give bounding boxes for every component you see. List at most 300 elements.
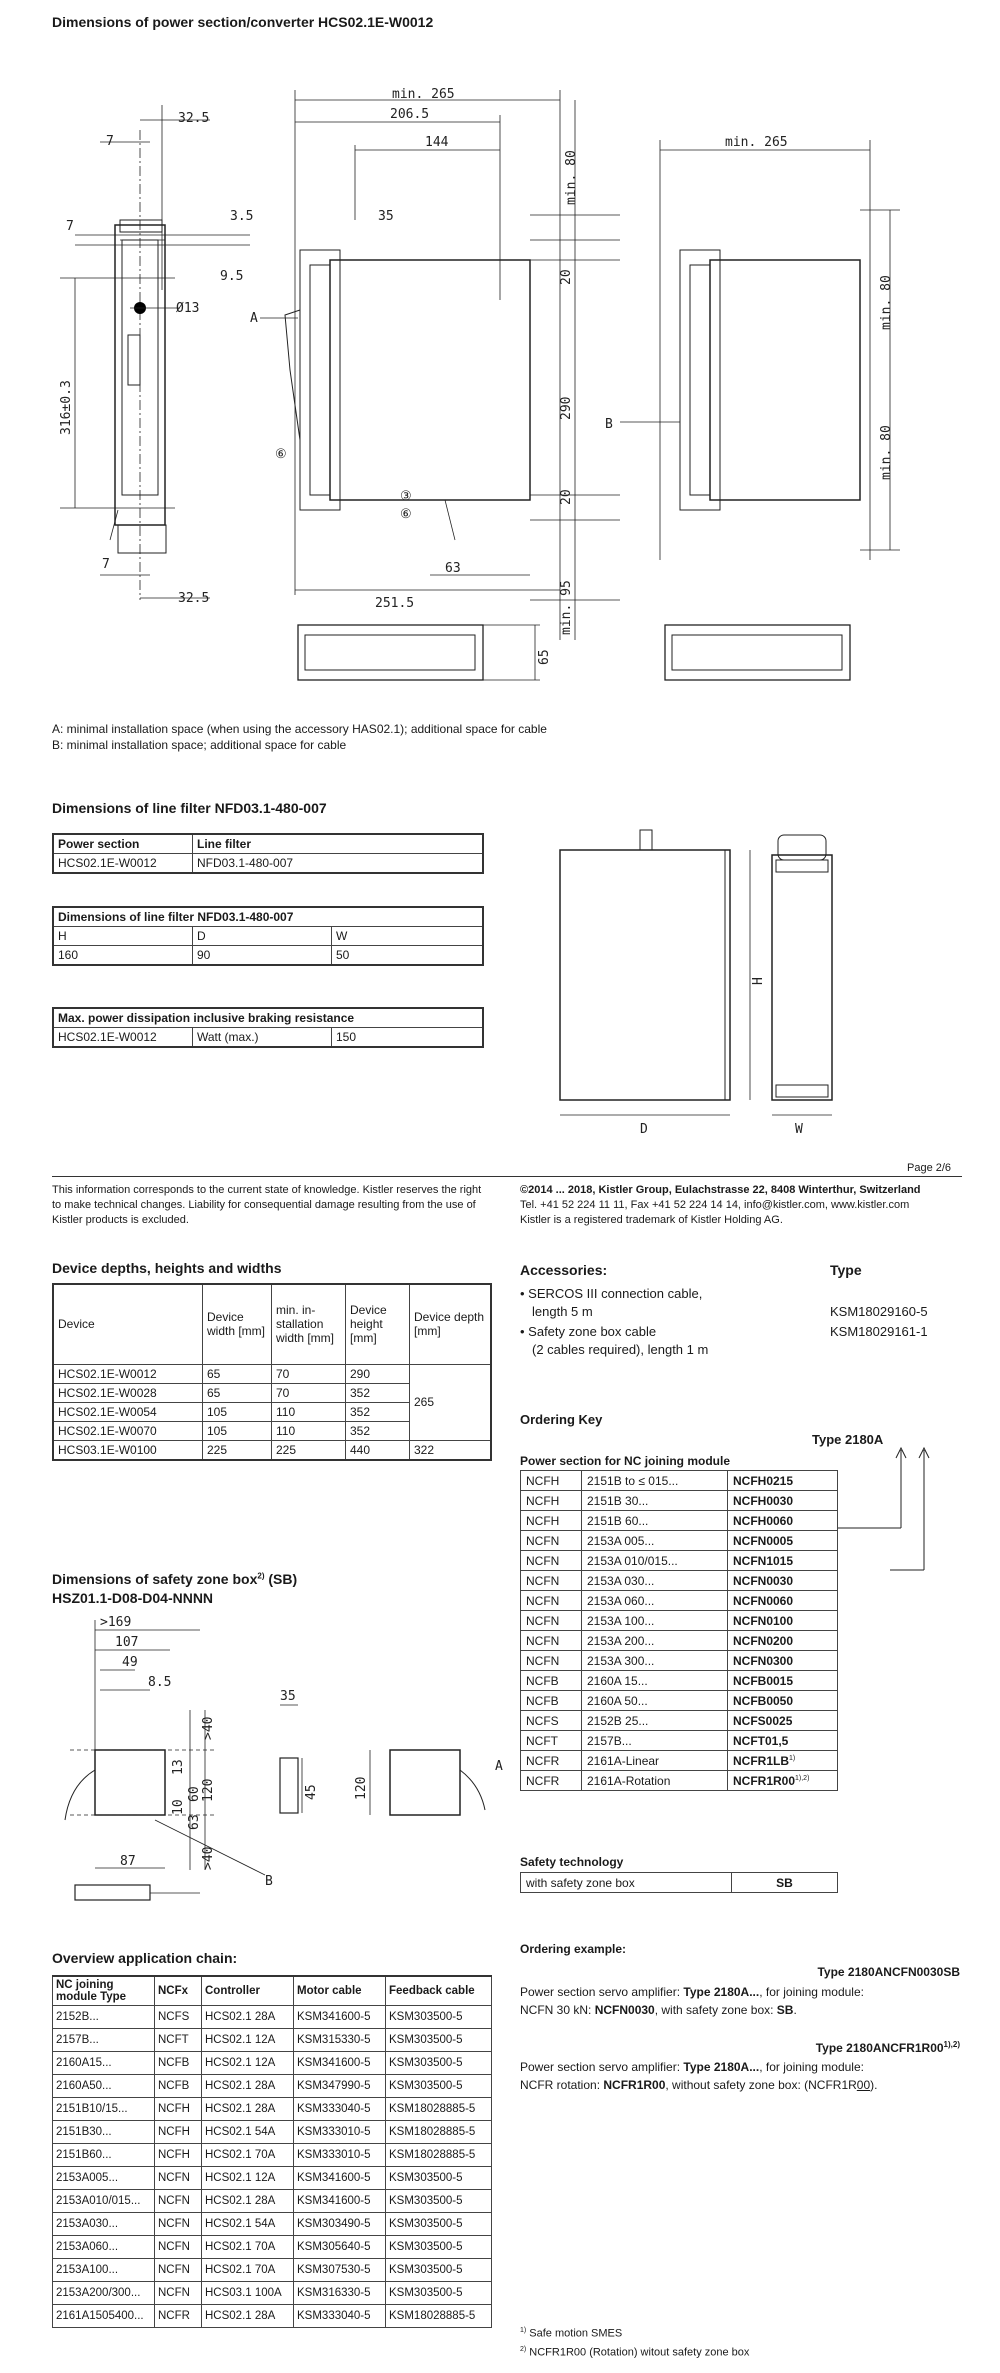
cell: 70 [272, 1383, 346, 1402]
t: ). [870, 2078, 878, 2092]
cell: 105 [203, 1402, 272, 1421]
accessory-item: • Safety zone box cable (2 cables required), length 1 m KSM18029161-1 [520, 1324, 928, 1357]
th-power-section: Power section [53, 834, 193, 854]
dim-251-5: 251.5 [375, 596, 415, 611]
cell: 2151B10/15... [53, 2098, 155, 2121]
dim-87: 87 [120, 1854, 136, 1869]
cell: 2161A1505400... [53, 2305, 155, 2328]
footer-copyright: ©2014 ... 2018, Kistler Group, Eulachstrasse 22, 8408 Winterthur, Switzerland [520, 1184, 921, 1196]
th: Device [53, 1284, 203, 1364]
cell-text: 2157B... [587, 1733, 632, 1748]
cell: 290 [346, 1364, 410, 1383]
chain-row [53, 2052, 492, 2075]
cell: 352 [346, 1402, 410, 1421]
cell: KSM303500-5 [386, 2282, 492, 2305]
cell: 110 [272, 1402, 346, 1421]
cell: KSM315330-5 [294, 2029, 386, 2052]
ordering-key-row [521, 1491, 838, 1511]
cell [521, 1771, 582, 1791]
cell: HCS02.1 28A [202, 2075, 294, 2098]
t: Power section servo amplifier: [520, 2060, 684, 2074]
cell: 352 [346, 1421, 410, 1440]
safetybox-title [52, 1571, 297, 1587]
accessories-type-header: Type [830, 1262, 862, 1278]
chain-row [53, 2305, 492, 2328]
cell: HCS02.1 54A [202, 2213, 294, 2236]
ordering-key-row [521, 1551, 838, 1571]
cell: 2153A100... [53, 2259, 155, 2282]
cell: NCFN [155, 2259, 202, 2282]
ordering-section-header: Power section for NC joining module [520, 1454, 731, 1468]
cell: KSM347990-5 [294, 2075, 386, 2098]
example-title: Ordering example: [520, 1942, 627, 1956]
cell-text: NCFH [526, 1513, 560, 1528]
ordering-code [728, 1591, 838, 1611]
cell [582, 1591, 728, 1611]
cell-text: NCFN [526, 1613, 560, 1628]
cell: HCS02.1E-W0012 [53, 1364, 203, 1383]
cell: NCFS [155, 2006, 202, 2029]
th: Controller [202, 1976, 294, 2006]
dim-min-265: min. 265 [392, 87, 455, 102]
cell: 160 [53, 946, 193, 966]
th: Device height [mm] [346, 1284, 410, 1364]
page-number: Page 2/6 [907, 1162, 952, 1174]
t: , without safety zone box: (NCFR1R [665, 2078, 857, 2092]
cell: KSM303500-5 [386, 2190, 492, 2213]
cell [582, 1671, 728, 1691]
cell [521, 1551, 582, 1571]
cell: HCS02.1 28A [202, 2305, 294, 2328]
cell-text: 2153A 200... [587, 1633, 655, 1648]
ordering-key-row [521, 1711, 838, 1731]
cell-text: 2151B 60... [587, 1513, 649, 1528]
cell [521, 1651, 582, 1671]
ordering-code [728, 1651, 838, 1671]
ordering-type: Type 2180A [812, 1432, 884, 1447]
dim-min-95: min. 95 [559, 580, 574, 635]
caption: Dimensions of line filter NFD03.1-480-007 [53, 907, 483, 927]
cell: NCFN [155, 2190, 202, 2213]
dim-316: 316±0.3 [59, 380, 74, 435]
cell: 322 [410, 1440, 492, 1460]
chain-row [53, 2282, 492, 2305]
ordering-key-row [521, 1571, 838, 1591]
accessory-item: • SERCOS III connection cable, length 5 m KSM18029160-5 [520, 1286, 928, 1319]
cell: 225 [203, 1440, 272, 1460]
cell [521, 1531, 582, 1551]
cell: 2153A010/015... [53, 2190, 155, 2213]
cell-text: NCFN [526, 1533, 560, 1548]
cell: KSM303500-5 [386, 2029, 492, 2052]
cell: NCFH [155, 2121, 202, 2144]
cell-text: NCFB0015 [733, 1673, 794, 1688]
cell: NCFN [155, 2167, 202, 2190]
cell-text: 2160A 15... [587, 1673, 648, 1688]
dim-35: 35 [378, 209, 394, 224]
ordering-code [728, 1631, 838, 1651]
dim-9-5: 9.5 [220, 269, 244, 284]
cell [521, 1571, 582, 1591]
cell [582, 1511, 728, 1531]
t: Power section servo amplifier: [520, 1985, 684, 1999]
t: Safe motion SMES [529, 2327, 623, 2340]
example-1-type: Type 2180ANCFN0030SB [817, 1965, 960, 1979]
cell: 2160A50... [53, 2075, 155, 2098]
devices-table [52, 1283, 492, 1461]
t: NCFN 30 kN: [520, 2003, 595, 2017]
dim-49: 49 [122, 1655, 138, 1670]
dim-65: 65 [537, 649, 552, 665]
ordering-key-row [521, 1651, 838, 1671]
cell [582, 1731, 728, 1751]
t: (SB) [264, 1571, 298, 1587]
cell: NCFT [155, 2029, 202, 2052]
cell: 65 [203, 1364, 272, 1383]
dim-169: >169 [100, 1615, 132, 1630]
dim-290: 290 [559, 396, 574, 420]
dim-63: 63 [445, 561, 461, 576]
cell-text: NCFH0215 [733, 1473, 794, 1488]
safety-zone-box-drawing [40, 1610, 510, 1910]
t: 00 [856, 2078, 871, 2092]
dim-20b: 20 [559, 489, 574, 505]
cell-text: NCFN [526, 1553, 560, 1568]
dim-45: 45 [304, 1784, 319, 1800]
cell: 2153A005... [53, 2167, 155, 2190]
cell: KSM333010-5 [294, 2121, 386, 2144]
ordering-key-row [521, 1771, 838, 1791]
cell: H [53, 927, 193, 946]
t: NCFN0030 [594, 2003, 655, 2017]
cell-text: NCFH [526, 1473, 560, 1488]
ordering-code [728, 1771, 838, 1791]
label-b: B [605, 417, 613, 432]
t: 2) [257, 1571, 265, 1581]
ordering-key-row [521, 1611, 838, 1631]
filter-table-3 [52, 1007, 484, 1048]
accessory-name: Safety zone box cable [528, 1324, 657, 1339]
cell: NCFN [155, 2282, 202, 2305]
dim-63: 63 [187, 1814, 202, 1830]
cell: 2151B60... [53, 2144, 155, 2167]
dim-107: 107 [115, 1635, 139, 1650]
footnote-1 [520, 2327, 622, 2340]
cell-text: NCFN [526, 1573, 560, 1588]
ordering-code [728, 1551, 838, 1571]
cell [521, 1591, 582, 1611]
t: Dimensions of safety zone box [52, 1571, 258, 1587]
safety-title: Safety technology [520, 1855, 624, 1869]
cell: HCS02.1E-W0012 [53, 1028, 193, 1048]
callout-6: ⑥ [275, 447, 287, 462]
cell: NCFR [155, 2305, 202, 2328]
cell-shared-depth: 265 [410, 1364, 492, 1440]
cell [582, 1531, 728, 1551]
cell: 440 [346, 1440, 410, 1460]
cell: 105 [203, 1421, 272, 1440]
cell: KSM18028885-5 [386, 2098, 492, 2121]
footnote-ref: 1),2) [795, 1774, 810, 1782]
label-w: W [795, 1122, 803, 1137]
ordering-key-row [521, 1751, 838, 1771]
chain-row [53, 2167, 492, 2190]
ordering-key-row [521, 1471, 838, 1491]
th: Feedback cable [386, 1976, 492, 2006]
cell [521, 1751, 582, 1771]
ordering-code [728, 1531, 838, 1551]
cell-text: 2153A 005... [587, 1533, 655, 1548]
dim-32-5b: 32.5 [178, 591, 210, 606]
cell [582, 1491, 728, 1511]
ordering-code [728, 1511, 838, 1531]
cell: HCS02.1 12A [202, 2029, 294, 2052]
callout-3: ③ [400, 489, 412, 504]
ordering-code [728, 1671, 838, 1691]
t: NCFR1R00 (Rotation) witout safety zone box [529, 2346, 750, 2359]
dim-7c: 7 [102, 557, 110, 572]
label-a: A [250, 311, 258, 326]
t: 2) [520, 2346, 527, 2353]
cell: KSM307530-5 [294, 2259, 386, 2282]
cell-text: 2153A 010/015... [587, 1553, 678, 1568]
cell: NCFH [155, 2144, 202, 2167]
cell: KSM303500-5 [386, 2167, 492, 2190]
cell: HCS02.1 70A [202, 2236, 294, 2259]
footer-contact [520, 1183, 970, 1228]
ordering-code [728, 1711, 838, 1731]
cell-text: 2161A-Linear [587, 1753, 660, 1768]
chain-row [53, 2098, 492, 2121]
cell: HCS02.1E-W0054 [53, 1402, 203, 1421]
cell: HCS02.1 12A [202, 2052, 294, 2075]
dim-20: 20 [559, 269, 574, 285]
cell: 352 [346, 1383, 410, 1402]
chain-row [53, 2259, 492, 2282]
cell: HCS02.1 70A [202, 2259, 294, 2282]
t: Type 2180A... [683, 2060, 760, 2074]
cell-text: 2151B 30... [587, 1493, 649, 1508]
label-a-safety: A [495, 1759, 503, 1774]
t: , with safety zone box: [654, 2003, 777, 2017]
cell-text: 2153A 100... [587, 1613, 655, 1628]
th: Device width [mm] [203, 1284, 272, 1364]
th-line-filter: Line filter [193, 834, 484, 854]
cell-text: NCFH0060 [733, 1513, 794, 1528]
cell: KSM341600-5 [294, 2190, 386, 2213]
dim-3-5: 3.5 [230, 209, 254, 224]
cell [582, 1631, 728, 1651]
footnote-2 [520, 2346, 749, 2359]
cell-text: NCFN [526, 1653, 560, 1668]
dim-8-5: 8.5 [148, 1675, 172, 1690]
caption: Max. power dissipation inclusive braking resistance [53, 1008, 483, 1028]
cell: HCS02.1 54A [202, 2121, 294, 2144]
accessory-type: KSM18029160-5 [830, 1304, 928, 1319]
chain-row [53, 2213, 492, 2236]
cell: KSM18028885-5 [386, 2144, 492, 2167]
t: Type 2180ANCFR1R00 [815, 2041, 944, 2055]
cell-text: 2153A 060... [587, 1593, 655, 1608]
cell: KSM303500-5 [386, 2236, 492, 2259]
cell-text: NCFR [526, 1773, 560, 1788]
cell-text: 2153A 030... [587, 1573, 655, 1588]
dim-40b: >40 [201, 1846, 216, 1870]
cell: KSM303490-5 [294, 2213, 386, 2236]
ordering-code [728, 1731, 838, 1751]
cell: HCS02.1E-W0028 [53, 1383, 203, 1402]
cell: KSM303500-5 [386, 2213, 492, 2236]
cell [521, 1611, 582, 1631]
cell: KSM341600-5 [294, 2167, 386, 2190]
chain-row [53, 2236, 492, 2259]
dim-206-5: 206.5 [390, 107, 430, 122]
ordering-key-row [521, 1691, 838, 1711]
cell-text: 2152B 25... [587, 1713, 649, 1728]
note-a: A: minimal installation space (when using the accessory HAS02.1); additional space for cable [52, 722, 547, 736]
accessory-length: length 5 m [532, 1304, 593, 1319]
cell: D [193, 927, 332, 946]
cell [582, 1711, 728, 1731]
ordering-key-row [521, 1531, 838, 1551]
accessory-type: KSM18029161-1 [830, 1324, 928, 1339]
cell [582, 1751, 728, 1771]
ordering-key-row [521, 1511, 838, 1531]
cell [521, 1491, 582, 1511]
cell-text: 2161A-Rotation [587, 1773, 671, 1788]
cell-text: NCFN0100 [733, 1613, 794, 1628]
t: NCFR rotation: [520, 2078, 604, 2092]
dim-min-80c: min. 80 [879, 425, 894, 480]
cell: 2153A030... [53, 2213, 155, 2236]
cell: HCS02.1 70A [202, 2144, 294, 2167]
th: NCFx [155, 1976, 202, 2006]
dim-13: 13 [171, 1759, 186, 1775]
th: Motor cable [294, 1976, 386, 2006]
cell: KSM341600-5 [294, 2052, 386, 2075]
cell [582, 1551, 728, 1571]
cell: NCFH [155, 2098, 202, 2121]
t: , for joining module: [759, 1985, 864, 1999]
cell: HCS02.1 28A [202, 2006, 294, 2029]
cell: with safety zone box [521, 1873, 732, 1893]
accessory-length: (2 cables required), length 1 m [532, 1342, 709, 1357]
cell: 2153A200/300... [53, 2282, 155, 2305]
ordering-code [728, 1691, 838, 1711]
label-h: H [751, 977, 766, 985]
label-d: D [640, 1122, 648, 1137]
cell: KSM303500-5 [386, 2006, 492, 2029]
cell: HCS03.1E-W0100 [53, 1440, 203, 1460]
cell: 2160A15... [53, 2052, 155, 2075]
cell-text: NCFS0025 [733, 1713, 793, 1728]
converter-dimension-drawing [0, 40, 1000, 690]
cell: 65 [203, 1383, 272, 1402]
cell: 2151B30... [53, 2121, 155, 2144]
cell [582, 1471, 728, 1491]
chain-row [53, 2006, 492, 2029]
ordering-key-row [521, 1591, 838, 1611]
footer-trademark: Kistler is a registered trademark of Kistler Holding AG. [520, 1214, 783, 1226]
cell [521, 1691, 582, 1711]
cell: KSM333040-5 [294, 2305, 386, 2328]
cell: KSM303500-5 [386, 2075, 492, 2098]
cell: NFD03.1-480-007 [193, 854, 484, 874]
application-chain-table [52, 1975, 492, 2328]
cell-text: NCFH0030 [733, 1493, 794, 1508]
footer-disclaimer: This information corresponds to the current state of knowledge. Kistler reserves the right to make technical changes. Liability for consequential damage resulting from the use of Kistler products is excluded. [52, 1184, 482, 1226]
safetybox-model: HSZ01.1-D08-D04-NNNN [52, 1590, 214, 1606]
cell-text: NCFN [526, 1633, 560, 1648]
cell-text: NCFN0030 [733, 1573, 794, 1588]
dim-120: 120 [201, 1778, 216, 1802]
cell: W [332, 927, 484, 946]
cell [582, 1771, 728, 1791]
cell-text: NCFS [526, 1713, 559, 1728]
note-b: B: minimal installation space; additional space for cable [52, 738, 347, 752]
cell: NCFN [155, 2213, 202, 2236]
t: . [793, 2003, 797, 2017]
chain-row [53, 2075, 492, 2098]
cell: KSM303500-5 [386, 2052, 492, 2075]
dim-7b: 7 [66, 219, 74, 234]
cell-text: NCFN0005 [733, 1533, 794, 1548]
dim-diam-13: Ø13 [176, 301, 200, 316]
callout-6b: ⑥ [400, 507, 412, 522]
cell-text: NCFR1R00 [733, 1773, 796, 1788]
cell: 50 [332, 946, 484, 966]
cell-text: NCFN0200 [733, 1633, 794, 1648]
cell [521, 1671, 582, 1691]
cell-text: NCFN1015 [733, 1553, 794, 1568]
th: min. in-stallation width [mm] [272, 1284, 346, 1364]
t: NCFR1R00 [603, 2078, 666, 2092]
cell [521, 1631, 582, 1651]
cell [521, 1471, 582, 1491]
filter-title: Dimensions of line filter NFD03.1-480-007 [52, 800, 327, 816]
label-b-safety: B [265, 1874, 273, 1889]
ordering-key-row [521, 1731, 838, 1751]
filter-table-1 [52, 833, 484, 874]
ordering-key-table [520, 1470, 838, 1791]
cell: 2152B... [53, 2006, 155, 2029]
cell [582, 1611, 728, 1631]
accessory-name: SERCOS III connection cable, [528, 1286, 703, 1301]
t: Type 2180A... [683, 1985, 760, 1999]
dim-10: 10 [171, 1799, 186, 1815]
dim-min-80: min. 80 [564, 150, 579, 205]
ordering-key-title: Ordering Key [520, 1412, 603, 1427]
footer-tel: Tel. +41 52 224 11 11, Fax +41 52 224 14 14, info@kistler.com, www.kistler.com [520, 1199, 910, 1211]
cell-text: NCFN [526, 1593, 560, 1608]
cell-text: 2160A 50... [587, 1693, 648, 1708]
dim-min-80b: min. 80 [879, 275, 894, 330]
safety-table [520, 1872, 838, 1893]
cell: HCS02.1 12A [202, 2167, 294, 2190]
t: SB [776, 2003, 794, 2017]
cell-text: NCFB0050 [733, 1693, 794, 1708]
cell: KSM18028885-5 [386, 2305, 492, 2328]
cell: NCFB [155, 2052, 202, 2075]
dim-7: 7 [106, 134, 114, 149]
example-2-type [816, 2040, 960, 2055]
ordering-code [728, 1571, 838, 1591]
t: , for joining module: [759, 2060, 864, 2074]
dim-60: 60 [187, 1786, 202, 1802]
t: 1),2) [943, 2040, 960, 2049]
ordering-key-arrows [838, 1440, 968, 1620]
ordering-code [728, 1471, 838, 1491]
